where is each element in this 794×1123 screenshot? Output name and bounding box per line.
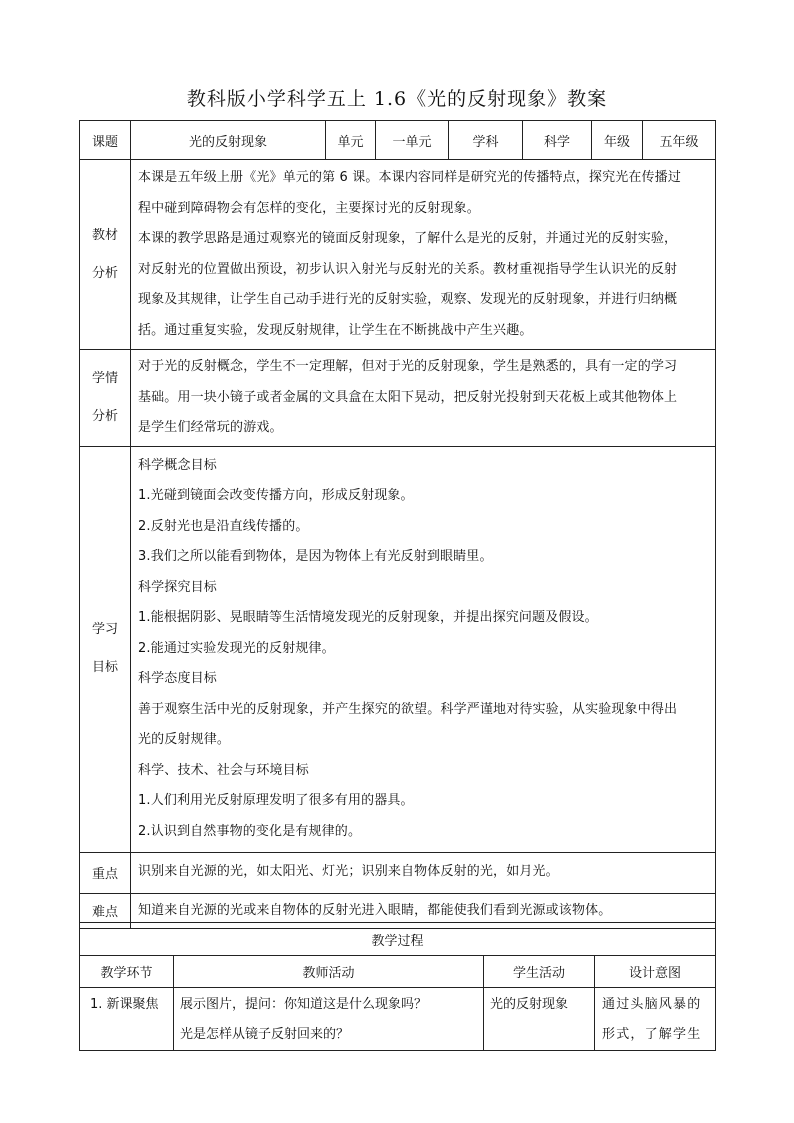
material-analysis-label: 教材 分析 [80,160,131,350]
key-point-row [80,852,716,893]
learner-analysis-label: 学情 分析 [80,350,131,447]
column-header-stage: 教学环节 [80,956,174,988]
goal-item: 2.反射光也是沿直线传播的。 [138,518,309,534]
learner-analysis-row [80,350,716,447]
goal-item: 光的反射规律。 [138,732,231,748]
learner-line: 是学生们经常玩的游戏。 [138,420,283,435]
process-student-activity: 光的反射现象 [484,988,595,1051]
lesson-label: 课题 [80,121,131,160]
goal-item: 3.我们之所以能看到物体，是因为物体上有光反射到眼睛里。 [138,549,493,565]
learner-analysis-content [131,350,716,447]
goal-heading: 科学探究目标 [138,579,217,595]
header-row [80,121,716,160]
material-analysis-content [131,160,716,350]
process-row [80,988,716,1051]
learning-goals-label: 学习 目标 [80,446,131,852]
grade-label: 年级 [592,121,643,160]
learner-line: 对于光的反射概念，学生不一定理解，但对于光的反射现象，学生是熟悉的，具有一定的学习 [138,359,678,374]
goal-heading: 科学概念目标 [138,457,217,473]
learning-goals-content [131,446,716,852]
document-title: 教科版小学科学五上 1.6《光的反射现象》教案 [186,88,608,110]
material-line: 对反射光的位置做出预设，初步认识入射光与反射光的关系。教材重视指导学生认识光的反射 [138,261,678,277]
lesson-plan-table [79,120,716,929]
column-header-teacher: 教师活动 [174,956,484,988]
process-teacher-activity: 展示图片，提问：你知道这是什么现象吗？ 光是怎样从镜子反射回来的？ [174,988,484,1051]
goal-item: 2.能通过实验发现光的反射规律。 [138,640,335,656]
key-point-content: 识别来自光源的光，如太阳光、灯光；识别来自物体反射的光，如月光。 [131,852,716,893]
material-line: 现象及其规律，让学生自己动手进行光的反射实验，观察、发现光的反射现象，并进行归纳概 [138,292,678,307]
key-point-label: 重点 [80,852,131,893]
process-stage: 1. 新课聚焦 [80,988,174,1051]
difficulty-label: 难点 [80,893,131,929]
grade-value: 五年级 [643,121,716,160]
goal-item: 1.人们利用光反射原理发明了很多有用的器具。 [138,793,414,809]
material-analysis-row [80,160,716,350]
lesson-value: 光的反射现象 [131,121,326,160]
subject-label: 学科 [449,121,523,160]
unit-value: 一单元 [376,121,449,160]
column-header-intent: 设计意图 [595,956,716,988]
process-header-row [80,956,716,988]
difficulty-content: 知道来自光源的光或来自物体的反射光进入眼睛，都能使我们看到光源或该物体。 [131,893,716,929]
goal-heading: 科学、技术、社会与环境目标 [138,762,309,778]
subject-value: 科学 [523,121,592,160]
material-line: 本课的教学思路是通过观察光的镜面反射现象，了解什么是光的反射，并通过光的反射实验， [138,231,678,246]
goal-item: 1.能根据阴影、晃眼睛等生活情境发现光的反射现象，并提出探究问题及假设。 [138,610,598,626]
goal-item: 2.认识到自然事物的变化是有规律的。 [138,823,362,839]
teaching-process-table [79,922,716,1051]
goal-item: 1.光碰到镜面会改变传播方向，形成反射现象。 [138,488,414,504]
learner-line: 基础。用一块小镜子或者金属的文具盒在太阳下晃动，把反射光投射到天花板上或其他物体上 [138,389,678,405]
learning-goals-row [80,446,716,852]
material-line: 程中碰到障碍物会有怎样的变化，主要探讨光的反射现象。 [138,200,480,216]
unit-label: 单元 [326,121,376,160]
material-line: 括。通过重复实验，发现反射规律，让学生在不断挑战中产生兴趣。 [138,322,533,338]
goal-heading: 科学态度目标 [138,671,217,687]
material-line: 本课是五年级上册《光》单元的第 6 课。本课内容同样是研究光的传播特点，探究光在传播过 [138,170,681,185]
process-design-intent: 通过头脑风暴的形式，了解学生 [595,988,716,1051]
process-title-row [80,923,716,956]
goal-item: 善于观察生活中光的反射现象，并产生探究的欲望。科学严谨地对待实验，从实验现象中得出 [138,701,678,717]
column-header-student: 学生活动 [484,956,595,988]
process-title: 教学过程 [80,923,716,956]
